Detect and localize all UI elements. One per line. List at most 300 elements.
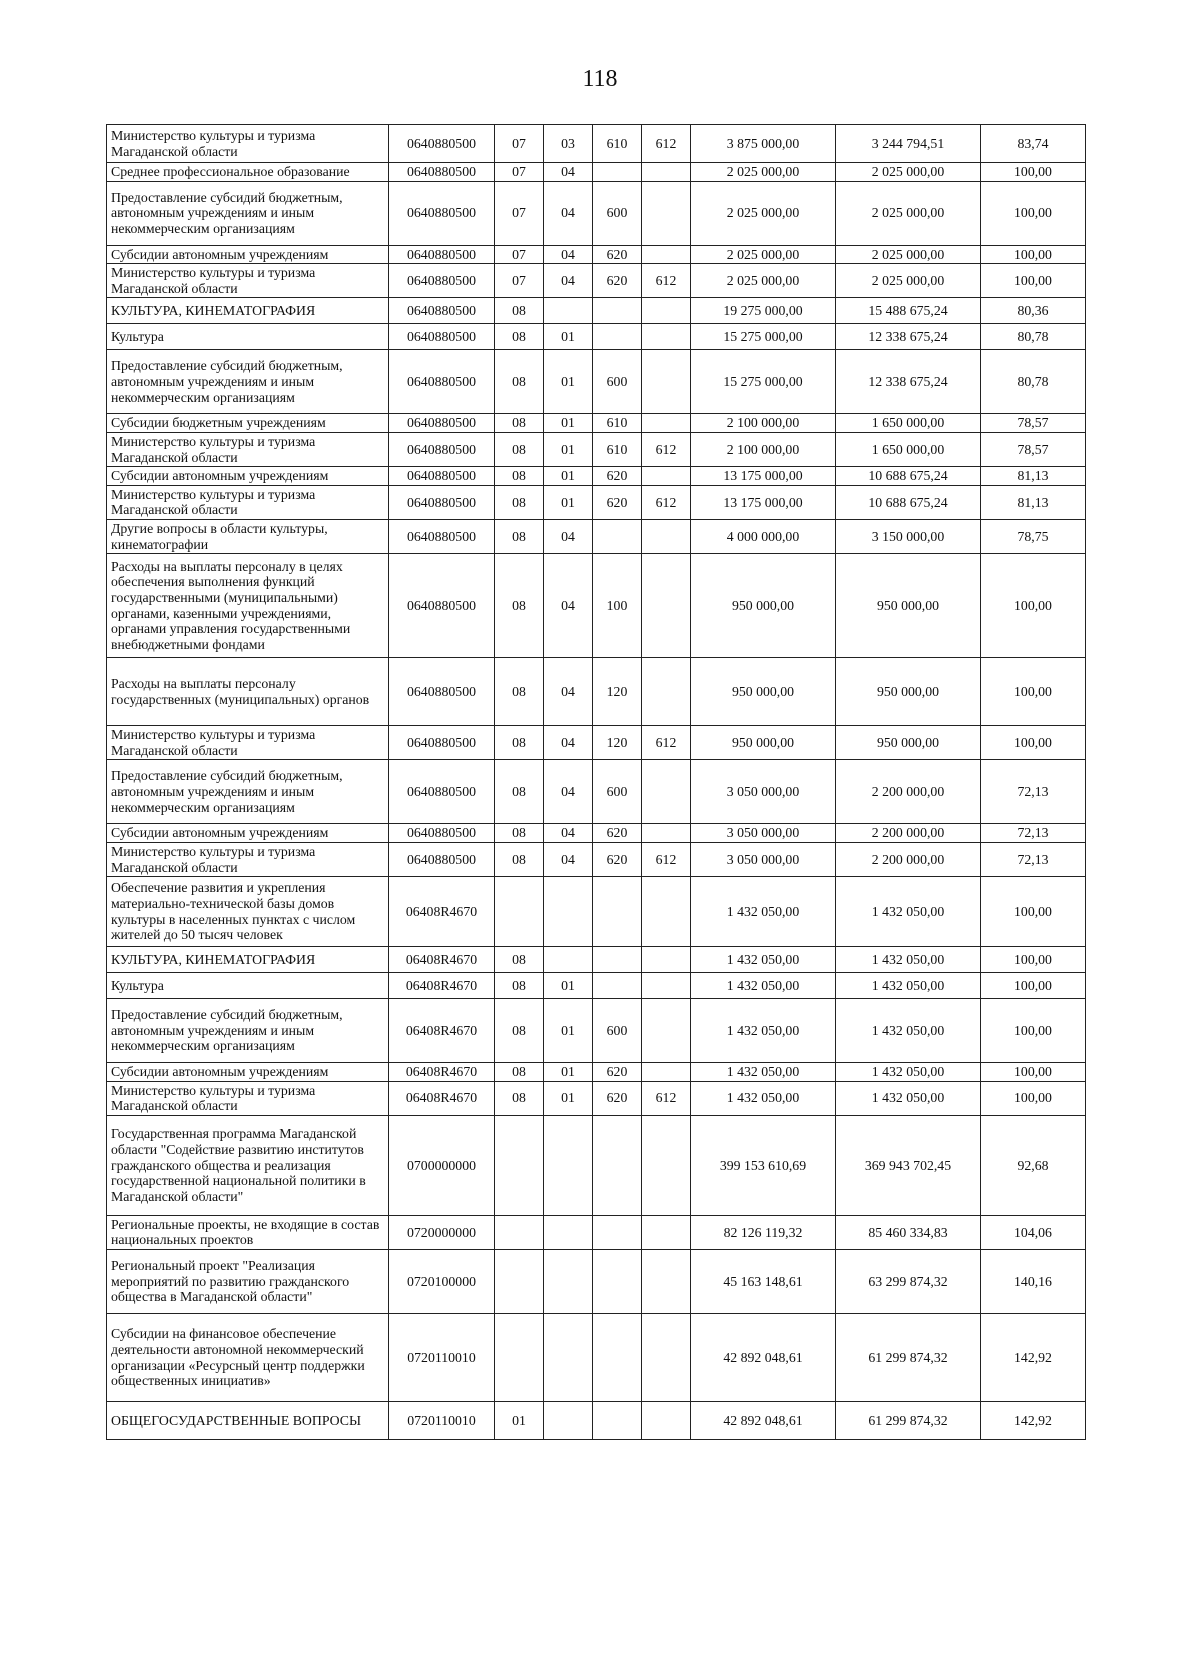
execution-percent: 100,00 [981, 245, 1086, 264]
execution-percent: 80,78 [981, 350, 1086, 414]
planned-amount: 3 050 000,00 [691, 824, 836, 843]
subsection-code [544, 1115, 593, 1215]
target-code: 0640880500 [389, 485, 495, 519]
planned-amount: 42 892 048,61 [691, 1314, 836, 1402]
executed-amount: 1 432 050,00 [836, 947, 981, 973]
executed-amount: 950 000,00 [836, 726, 981, 760]
administrator-code [642, 245, 691, 264]
administrator-code [642, 658, 691, 726]
expense-type [593, 973, 642, 999]
row-name: Министерство культуры и туризма Магаданской области [107, 726, 389, 760]
planned-amount: 2 025 000,00 [691, 245, 836, 264]
planned-amount: 1 432 050,00 [691, 947, 836, 973]
execution-percent: 100,00 [981, 999, 1086, 1063]
subsection-code: 04 [544, 824, 593, 843]
table-row [107, 1081, 1086, 1115]
target-code: 0640880500 [389, 298, 495, 324]
expense-type: 620 [593, 1081, 642, 1115]
execution-percent: 78,57 [981, 432, 1086, 466]
executed-amount: 1 432 050,00 [836, 999, 981, 1063]
administrator-code [642, 554, 691, 658]
target-code: 0720110010 [389, 1402, 495, 1440]
target-code: 0640880500 [389, 824, 495, 843]
administrator-code [642, 350, 691, 414]
table-row [107, 973, 1086, 999]
section-code: 01 [495, 1402, 544, 1440]
section-code: 08 [495, 760, 544, 824]
target-code: 0720110010 [389, 1314, 495, 1402]
row-name: Субсидии автономным учреждениям [107, 824, 389, 843]
expense-type: 100 [593, 554, 642, 658]
executed-amount: 950 000,00 [836, 554, 981, 658]
execution-percent: 72,13 [981, 842, 1086, 876]
executed-amount: 15 488 675,24 [836, 298, 981, 324]
administrator-code: 612 [642, 125, 691, 163]
planned-amount: 1 432 050,00 [691, 1063, 836, 1082]
budget-execution-table [106, 124, 1086, 1440]
execution-percent: 100,00 [981, 658, 1086, 726]
row-name: Культура [107, 324, 389, 350]
target-code: 06408R4670 [389, 1081, 495, 1115]
executed-amount: 3 150 000,00 [836, 519, 981, 553]
row-name: Субсидии автономным учреждениям [107, 1063, 389, 1082]
planned-amount: 950 000,00 [691, 726, 836, 760]
section-code: 07 [495, 125, 544, 163]
target-code: 0640880500 [389, 554, 495, 658]
subsection-code: 04 [544, 264, 593, 298]
row-name: Расходы на выплаты персоналу в целях обеспечения выполнения функций государственными (муниципальными) органами, казенными учреждениями, органами управления государственными внебюджетными фондами [107, 554, 389, 658]
section-code: 07 [495, 264, 544, 298]
subsection-code: 04 [544, 760, 593, 824]
executed-amount: 63 299 874,32 [836, 1250, 981, 1314]
target-code: 0640880500 [389, 264, 495, 298]
section-code: 08 [495, 350, 544, 414]
table-row [107, 1215, 1086, 1249]
target-code: 06408R4670 [389, 877, 495, 947]
executed-amount: 2 025 000,00 [836, 181, 981, 245]
page-number: 118 [582, 66, 618, 92]
row-name: Предоставление субсидий бюджетным, автономным учреждениям и иным некоммерческим организациям [107, 350, 389, 414]
execution-percent: 81,13 [981, 467, 1086, 486]
target-code: 0640880500 [389, 726, 495, 760]
expense-type: 620 [593, 485, 642, 519]
table-row [107, 181, 1086, 245]
table-row [107, 432, 1086, 466]
section-code: 08 [495, 842, 544, 876]
target-code: 0640880500 [389, 163, 495, 182]
administrator-code [642, 163, 691, 182]
execution-percent: 100,00 [981, 1063, 1086, 1082]
expense-type [593, 1314, 642, 1402]
administrator-code [642, 298, 691, 324]
section-code: 08 [495, 824, 544, 843]
section-code: 08 [495, 554, 544, 658]
administrator-code: 612 [642, 842, 691, 876]
row-name: Культура [107, 973, 389, 999]
table-row [107, 163, 1086, 182]
executed-amount: 2 025 000,00 [836, 163, 981, 182]
target-code: 0640880500 [389, 467, 495, 486]
section-code [495, 1314, 544, 1402]
execution-percent: 72,13 [981, 824, 1086, 843]
execution-percent: 100,00 [981, 1081, 1086, 1115]
target-code: 0640880500 [389, 350, 495, 414]
target-code: 0720000000 [389, 1215, 495, 1249]
planned-amount: 3 050 000,00 [691, 760, 836, 824]
administrator-code [642, 1402, 691, 1440]
table-row [107, 1402, 1086, 1440]
section-code: 08 [495, 485, 544, 519]
planned-amount: 13 175 000,00 [691, 467, 836, 486]
execution-percent: 100,00 [981, 181, 1086, 245]
planned-amount: 2 100 000,00 [691, 432, 836, 466]
row-name: Расходы на выплаты персоналу государственных (муниципальных) органов [107, 658, 389, 726]
subsection-code: 01 [544, 350, 593, 414]
subsection-code [544, 1215, 593, 1249]
table-row [107, 1250, 1086, 1314]
expense-type: 620 [593, 824, 642, 843]
table-row [107, 1115, 1086, 1215]
expense-type [593, 324, 642, 350]
execution-percent: 100,00 [981, 554, 1086, 658]
target-code: 0640880500 [389, 181, 495, 245]
executed-amount: 1 432 050,00 [836, 1063, 981, 1082]
row-name: Региональные проекты, не входящие в состав национальных проектов [107, 1215, 389, 1249]
subsection-code: 01 [544, 973, 593, 999]
planned-amount: 1 432 050,00 [691, 1081, 836, 1115]
section-code: 07 [495, 245, 544, 264]
executed-amount: 1 432 050,00 [836, 1081, 981, 1115]
execution-percent: 100,00 [981, 877, 1086, 947]
target-code: 0640880500 [389, 842, 495, 876]
administrator-code: 612 [642, 726, 691, 760]
planned-amount: 950 000,00 [691, 554, 836, 658]
expense-type: 620 [593, 842, 642, 876]
table-row [107, 1314, 1086, 1402]
section-code [495, 877, 544, 947]
execution-percent: 100,00 [981, 163, 1086, 182]
planned-amount: 950 000,00 [691, 658, 836, 726]
target-code: 0640880500 [389, 432, 495, 466]
subsection-code: 04 [544, 842, 593, 876]
administrator-code [642, 181, 691, 245]
expense-type [593, 877, 642, 947]
planned-amount: 2 025 000,00 [691, 163, 836, 182]
row-name: Субсидии автономным учреждениям [107, 245, 389, 264]
table-row [107, 264, 1086, 298]
expense-type: 610 [593, 432, 642, 466]
row-name: Обеспечение развития и укрепления материально-технической базы домов культуры в населенных пунктах с числом жителей до 50 тысяч человек [107, 877, 389, 947]
expense-type [593, 163, 642, 182]
administrator-code [642, 519, 691, 553]
table-row [107, 350, 1086, 414]
subsection-code [544, 298, 593, 324]
section-code: 07 [495, 181, 544, 245]
administrator-code: 612 [642, 432, 691, 466]
section-code: 08 [495, 414, 544, 433]
expense-type: 610 [593, 414, 642, 433]
section-code [495, 1115, 544, 1215]
target-code: 0640880500 [389, 324, 495, 350]
section-code: 08 [495, 1063, 544, 1082]
subsection-code: 01 [544, 324, 593, 350]
row-name: Государственная программа Магаданской области "Содействие развитию институтов гражданского общества и реализация государственной национальной политики в Магаданской области" [107, 1115, 389, 1215]
administrator-code: 612 [642, 1081, 691, 1115]
administrator-code [642, 1215, 691, 1249]
subsection-code: 01 [544, 432, 593, 466]
row-name: Предоставление субсидий бюджетным, автономным учреждениям и иным некоммерческим организациям [107, 181, 389, 245]
row-name: Другие вопросы в области культуры, кинематографии [107, 519, 389, 553]
subsection-code [544, 947, 593, 973]
planned-amount: 3 050 000,00 [691, 842, 836, 876]
table-row [107, 760, 1086, 824]
section-code: 08 [495, 947, 544, 973]
planned-amount: 2 100 000,00 [691, 414, 836, 433]
subsection-code: 04 [544, 658, 593, 726]
execution-percent: 142,92 [981, 1402, 1086, 1440]
planned-amount: 15 275 000,00 [691, 350, 836, 414]
administrator-code [642, 1314, 691, 1402]
table-row [107, 125, 1086, 163]
subsection-code: 04 [544, 245, 593, 264]
subsection-code: 04 [544, 163, 593, 182]
administrator-code [642, 999, 691, 1063]
administrator-code [642, 824, 691, 843]
section-code: 08 [495, 999, 544, 1063]
subsection-code [544, 1402, 593, 1440]
administrator-code [642, 1250, 691, 1314]
target-code: 06408R4670 [389, 999, 495, 1063]
execution-percent: 78,57 [981, 414, 1086, 433]
section-code [495, 1250, 544, 1314]
table-row [107, 245, 1086, 264]
subsection-code: 04 [544, 554, 593, 658]
row-name: КУЛЬТУРА, КИНЕМАТОГРАФИЯ [107, 298, 389, 324]
expense-type [593, 519, 642, 553]
subsection-code: 04 [544, 519, 593, 553]
table-row [107, 298, 1086, 324]
executed-amount: 61 299 874,32 [836, 1314, 981, 1402]
executed-amount: 10 688 675,24 [836, 467, 981, 486]
executed-amount: 12 338 675,24 [836, 350, 981, 414]
execution-percent: 80,78 [981, 324, 1086, 350]
administrator-code [642, 1063, 691, 1082]
row-name: Министерство культуры и туризма Магаданской области [107, 125, 389, 163]
executed-amount: 2 200 000,00 [836, 760, 981, 824]
executed-amount: 1 650 000,00 [836, 414, 981, 433]
administrator-code [642, 973, 691, 999]
section-code: 08 [495, 973, 544, 999]
table-row [107, 414, 1086, 433]
row-name: Предоставление субсидий бюджетным, автономным учреждениям и иным некоммерческим организациям [107, 999, 389, 1063]
executed-amount: 2 200 000,00 [836, 842, 981, 876]
expense-type: 620 [593, 245, 642, 264]
execution-percent: 100,00 [981, 264, 1086, 298]
administrator-code [642, 760, 691, 824]
expense-type: 620 [593, 264, 642, 298]
subsection-code: 04 [544, 181, 593, 245]
execution-percent: 100,00 [981, 947, 1086, 973]
planned-amount: 3 875 000,00 [691, 125, 836, 163]
expense-type [593, 1250, 642, 1314]
executed-amount: 3 244 794,51 [836, 125, 981, 163]
executed-amount: 61 299 874,32 [836, 1402, 981, 1440]
administrator-code [642, 414, 691, 433]
target-code: 0640880500 [389, 245, 495, 264]
planned-amount: 4 000 000,00 [691, 519, 836, 553]
expense-type [593, 947, 642, 973]
administrator-code [642, 1115, 691, 1215]
table-body [107, 125, 1086, 1440]
executed-amount: 2 025 000,00 [836, 245, 981, 264]
row-name: Среднее профессиональное образование [107, 163, 389, 182]
execution-percent: 142,92 [981, 1314, 1086, 1402]
section-code: 08 [495, 519, 544, 553]
row-name: Министерство культуры и туризма Магаданской области [107, 842, 389, 876]
executed-amount: 1 432 050,00 [836, 877, 981, 947]
table-row [107, 658, 1086, 726]
planned-amount: 82 126 119,32 [691, 1215, 836, 1249]
row-name: Предоставление субсидий бюджетным, автономным учреждениям и иным некоммерческим организациям [107, 760, 389, 824]
executed-amount: 1 650 000,00 [836, 432, 981, 466]
execution-percent: 92,68 [981, 1115, 1086, 1215]
expense-type: 620 [593, 467, 642, 486]
row-name: КУЛЬТУРА, КИНЕМАТОГРАФИЯ [107, 947, 389, 973]
executed-amount: 369 943 702,45 [836, 1115, 981, 1215]
executed-amount: 85 460 334,83 [836, 1215, 981, 1249]
target-code: 0640880500 [389, 760, 495, 824]
target-code: 0700000000 [389, 1115, 495, 1215]
table-row [107, 877, 1086, 947]
expense-type: 620 [593, 1063, 642, 1082]
expense-type: 600 [593, 350, 642, 414]
section-code: 08 [495, 658, 544, 726]
execution-percent: 80,36 [981, 298, 1086, 324]
row-name: Субсидии автономным учреждениям [107, 467, 389, 486]
subsection-code: 01 [544, 467, 593, 486]
row-name: Министерство культуры и туризма Магаданской области [107, 432, 389, 466]
row-name: Субсидии бюджетным учреждениям [107, 414, 389, 433]
subsection-code: 01 [544, 1063, 593, 1082]
target-code: 06408R4670 [389, 1063, 495, 1082]
row-name: Министерство культуры и туризма Магаданской области [107, 1081, 389, 1115]
table-row [107, 485, 1086, 519]
target-code: 0720100000 [389, 1250, 495, 1314]
planned-amount: 13 175 000,00 [691, 485, 836, 519]
row-name: Субсидии на финансовое обеспечение деятельности автономной некоммерческий организации «Ресурсный центр поддержки общественных инициатив» [107, 1314, 389, 1402]
target-code: 0640880500 [389, 658, 495, 726]
target-code: 06408R4670 [389, 947, 495, 973]
administrator-code: 612 [642, 485, 691, 519]
planned-amount: 2 025 000,00 [691, 181, 836, 245]
section-code: 08 [495, 324, 544, 350]
administrator-code [642, 467, 691, 486]
section-code: 08 [495, 432, 544, 466]
table-row [107, 554, 1086, 658]
execution-percent: 104,06 [981, 1215, 1086, 1249]
executed-amount: 12 338 675,24 [836, 324, 981, 350]
planned-amount: 15 275 000,00 [691, 324, 836, 350]
administrator-code [642, 947, 691, 973]
execution-percent: 140,16 [981, 1250, 1086, 1314]
table-row [107, 467, 1086, 486]
target-code: 0640880500 [389, 414, 495, 433]
section-code: 08 [495, 726, 544, 760]
subsection-code [544, 877, 593, 947]
row-name: ОБЩЕГОСУДАРСТВЕННЫЕ ВОПРОСЫ [107, 1402, 389, 1440]
subsection-code: 03 [544, 125, 593, 163]
executed-amount: 1 432 050,00 [836, 973, 981, 999]
execution-percent: 72,13 [981, 760, 1086, 824]
planned-amount: 1 432 050,00 [691, 877, 836, 947]
expense-type: 120 [593, 726, 642, 760]
execution-percent: 78,75 [981, 519, 1086, 553]
planned-amount: 2 025 000,00 [691, 264, 836, 298]
execution-percent: 100,00 [981, 726, 1086, 760]
table-row [107, 1063, 1086, 1082]
subsection-code [544, 1314, 593, 1402]
target-code: 0640880500 [389, 125, 495, 163]
table-row [107, 726, 1086, 760]
subsection-code: 04 [544, 726, 593, 760]
expense-type: 600 [593, 181, 642, 245]
executed-amount: 2 025 000,00 [836, 264, 981, 298]
expense-type: 600 [593, 999, 642, 1063]
section-code [495, 1215, 544, 1249]
section-code: 08 [495, 467, 544, 486]
subsection-code: 01 [544, 414, 593, 433]
subsection-code: 01 [544, 999, 593, 1063]
executed-amount: 10 688 675,24 [836, 485, 981, 519]
subsection-code: 01 [544, 1081, 593, 1115]
executed-amount: 950 000,00 [836, 658, 981, 726]
planned-amount: 1 432 050,00 [691, 999, 836, 1063]
expense-type: 600 [593, 760, 642, 824]
expense-type [593, 1115, 642, 1215]
row-name: Региональный проект "Реализация мероприятий по развитию гражданского общества в Магаданской области" [107, 1250, 389, 1314]
target-code: 0640880500 [389, 519, 495, 553]
table-row [107, 324, 1086, 350]
target-code: 06408R4670 [389, 973, 495, 999]
section-code: 08 [495, 298, 544, 324]
expense-type [593, 298, 642, 324]
expense-type: 120 [593, 658, 642, 726]
administrator-code [642, 877, 691, 947]
table-row [107, 519, 1086, 553]
expense-type [593, 1215, 642, 1249]
table-row [107, 824, 1086, 843]
section-code: 08 [495, 1081, 544, 1115]
expense-type: 610 [593, 125, 642, 163]
planned-amount: 19 275 000,00 [691, 298, 836, 324]
execution-percent: 83,74 [981, 125, 1086, 163]
executed-amount: 2 200 000,00 [836, 824, 981, 843]
row-name: Министерство культуры и туризма Магаданской области [107, 485, 389, 519]
row-name: Министерство культуры и туризма Магаданской области [107, 264, 389, 298]
subsection-code: 01 [544, 485, 593, 519]
planned-amount: 399 153 610,69 [691, 1115, 836, 1215]
subsection-code [544, 1250, 593, 1314]
table-row [107, 842, 1086, 876]
administrator-code [642, 324, 691, 350]
execution-percent: 81,13 [981, 485, 1086, 519]
administrator-code: 612 [642, 264, 691, 298]
execution-percent: 100,00 [981, 973, 1086, 999]
section-code: 07 [495, 163, 544, 182]
expense-type [593, 1402, 642, 1440]
table-row [107, 999, 1086, 1063]
table-row [107, 947, 1086, 973]
